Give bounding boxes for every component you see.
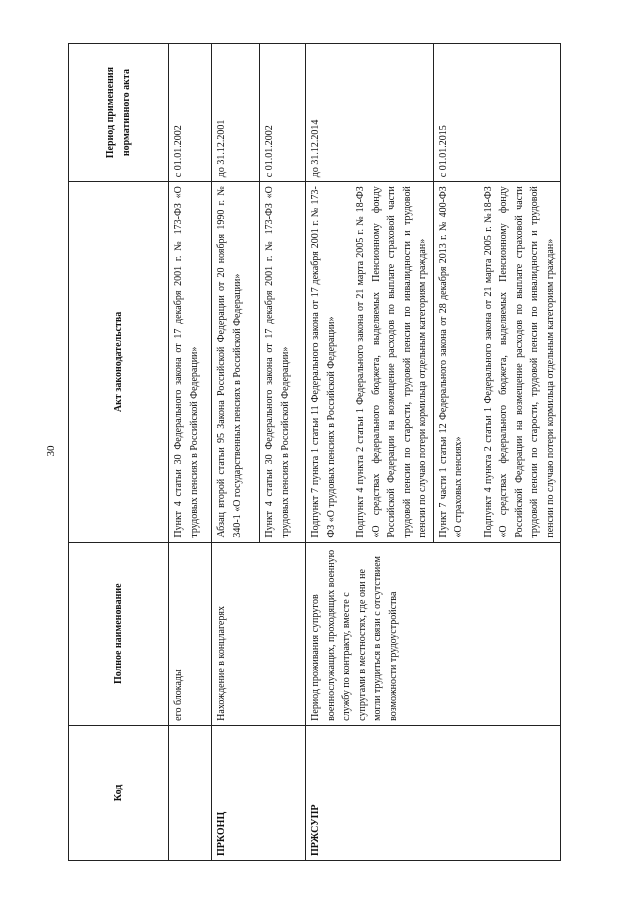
row-act — [212, 182, 260, 542]
row-period: с 01.01.2015 — [433, 44, 561, 182]
row-act — [433, 182, 561, 542]
table-row — [306, 44, 434, 861]
act-paragraph: Пункт 7 части 1 статьи 12 Федерального закона от 28 декабря 2013 г. № 400-ФЗ «О страховых пенсиях» — [437, 186, 464, 538]
rotated-table-page — [68, 43, 557, 861]
row-act — [306, 182, 434, 542]
header-act: Акт законодательства — [69, 182, 169, 542]
header-name: Полное наименование — [69, 542, 169, 725]
act-paragraph: Абзац второй статьи 95 Закона Российской Федерации от 20 ноября 1990 г. № 340-1 «О государственных пенсиях в Российской Федерации» — [216, 186, 243, 538]
page-number: 30 — [45, 445, 57, 457]
act-paragraph: Пункт 4 статьи 30 Федерального закона от 17 декабря 2001 г. № 173-ФЗ «О трудовых пенсиях в Российской Федерации» — [264, 186, 291, 538]
row-code: ПРКОНЦ — [212, 725, 306, 860]
legislation-table — [68, 43, 561, 861]
row-name: его блокады — [169, 542, 212, 725]
act-paragraph: Подпункт 4 пункта 2 статьи 1 Федерального закона от 21 марта 2005 г. №18-ФЗ «О средствах федерального бюджета, выделяемых Пенсионному фонду Российской Федерации на возмещение расходов по выплате страховой части трудовой пенсии по старости, трудовой пенсии по инвалидности и трудовой пенсии по случаю потери кормильца отдельным категориям граждан» — [482, 186, 556, 538]
row-period: до 31.12.2001 — [212, 44, 260, 182]
row-code — [169, 725, 212, 860]
row-name: Период проживания супругов военнослужащих, проходящих военную службу по контракту, вместе с супругами в местностях, где они не могли трудиться в связи с отсутствием возможности трудоустройства — [306, 542, 561, 725]
act-paragraph: Подпункт 4 пункта 2 статьи 1 Федерального закона от 21 марта 2005 г. № 18-ФЗ «О средствах федерального бюджета, выделяемых Пенсионному фонду Российской Федерации на возмещение расходов по выплате страховой части трудовой пенсии по старости, трудовой пенсии по инвалидности и трудовой пенсии по случаю потери кормильца отдельным категориям граждан» — [355, 186, 428, 538]
table-row — [169, 44, 212, 861]
act-paragraph: Пункт 4 статьи 30 Федерального закона от 17 декабря 2001 г. № 173-ФЗ «О трудовых пенсиях в Российской Федерации» — [173, 186, 200, 538]
row-act — [260, 182, 306, 542]
row-code: ПРЖСУПР — [306, 725, 561, 860]
header-code: Код — [69, 725, 169, 860]
table-row — [212, 44, 260, 861]
header-period: Период применения нормативного акта — [69, 44, 169, 182]
row-period: с 01.01.2002 — [260, 44, 306, 182]
row-period: до 31.12.2014 — [306, 44, 434, 182]
table-header-row — [69, 44, 169, 861]
row-act — [169, 182, 212, 542]
act-paragraph: Подпункт 7 пункта 1 статьи 11 Федерального закона от 17 декабря 2001 г. № 173-ФЗ «О трудовых пенсиях в Российской Федерации» — [310, 186, 337, 538]
row-period: с 01.01.2002 — [169, 44, 212, 182]
row-name: Нахождение в концлагерях — [212, 542, 306, 725]
